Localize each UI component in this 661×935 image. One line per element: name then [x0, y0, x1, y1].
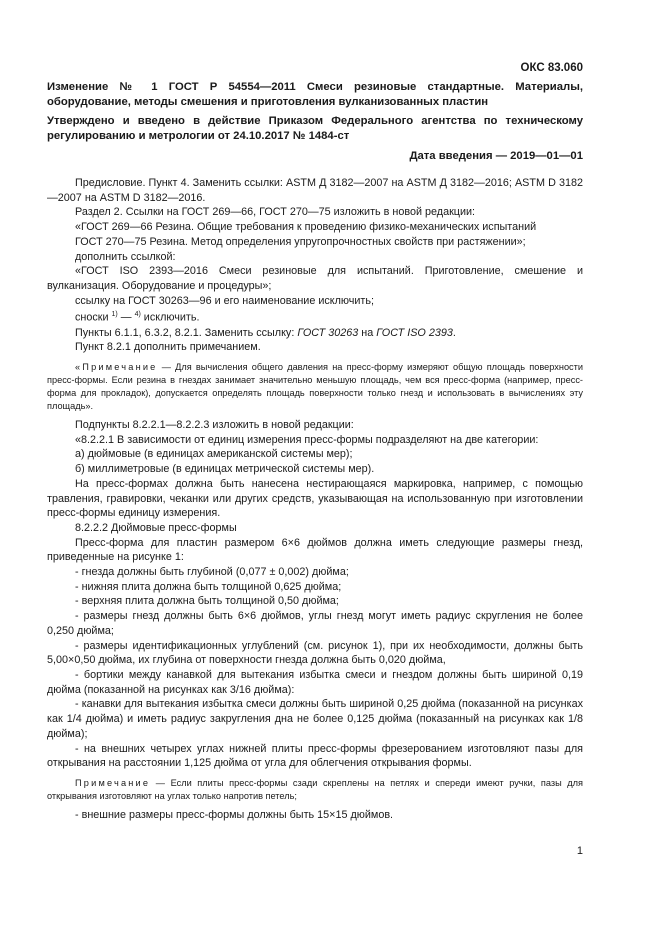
paragraph: ГОСТ 270—75 Резина. Метод определения упругопрочностных свойств при растяжении»; [75, 235, 526, 248]
note-text: — Если плиты пресс-формы сзади скреплены на петлях и спереди имеют ручки, пазы для открывания изготовляют на углах только напротив петель; [47, 777, 583, 801]
text-run: . [452, 326, 456, 339]
paragraph: «ГОСТ 269—66 Резина. Общие требования к проведению физико-механических испытаний [75, 221, 537, 234]
paragraph: «ГОСТ ISO 2393—2016 Смеси резиновые для испытаний. Приготовление, смешение и вулканизация. Оборудование и процедуры»; [47, 265, 583, 292]
note-text: — Для вычисления общего давления на пресс-форму измеряют общую площадь поверхности пресс-формы. Если резина в гнездах занимает значительно меньшую площадь, чем вся пресс-форма (например, пресс-форма для прокладок), допускается определять площадь поверхности только гнезд и использовать в вычислениях эту площадь». [47, 362, 583, 412]
approval-statement: Утверждено и введено в действие Приказом Федерального агентства по техническому регулированию и метрологии от 24.10.2017 № 1484-ст [47, 115, 583, 142]
paragraph: ссылку на ГОСТ 30263—96 и его наименование исключить; [75, 294, 374, 307]
okc-code: ОКС 83.060 [520, 62, 583, 74]
paragraph: На пресс-формах должна быть нанесена нестирающаяся маркировка, например, с помощью травления, гравировки, чеканки или других средств, указывающая на использованную при изготовлении пресс-формы единицу измерения. [47, 477, 583, 520]
text-run: сноски [75, 311, 112, 324]
list-item: - гнезда должны быть глубиной (0,077 ± 0,002) дюйма; [75, 566, 349, 579]
page-number: 1 [576, 845, 583, 857]
text-run: исключить. [140, 311, 200, 324]
document-body [47, 176, 583, 823]
list-item: - канавки для вытекания избытка смеси должны быть шириной 0,25 дюйма (показанной на рисунках как 1/4 дюйма) и иметь радиус закругления дна не более 0,125 дюйма (показанный на рисунках как 1/8 дюйма); [47, 698, 583, 740]
list-item: - внешние размеры пресс-формы должны быть 15×15 дюймов. [75, 808, 394, 821]
paragraph: Пресс-форма для пластин размером 6×6 дюймов должна иметь следующие размеры гнезд, приведенные на рисунке 1: [47, 536, 583, 564]
paragraph: а) дюймовые (в единицах американской системы мер); [75, 448, 353, 461]
footnote-mark: 4) [134, 311, 141, 319]
paragraph: Предисловие. Пункт 4. Заменить ссылки: ASTM Д 3182—2007 на ASTM Д 3182—2016; ASTM D 3182—2007 на ASTM D 3182—2016. [47, 177, 583, 204]
note-label: Примечание [75, 777, 151, 788]
paragraph: «8.2.2.1 В зависимости от единиц измерения пресс-формы подразделяют на две категории: [75, 433, 539, 446]
effective-date: Дата введения — 2019—01—01 [409, 150, 583, 162]
text-run: Пункты 6.1.1, 6.3.2, 8.2.1. Заменить ссылку: [75, 326, 298, 339]
paragraph [47, 326, 583, 341]
list-item: - верхняя плита должна быть толщиной 0,50 дюйма; [75, 595, 339, 608]
list-item: - бортики между канавкой для вытекания избытка смеси и гнездом должны быть шириной 0,19 дюйма (показанной на рисунках как 3/16 дюйма): [47, 668, 583, 696]
paragraph: б) миллиметровые (в единицах метрической системы мер). [75, 463, 375, 476]
paragraph: дополнить ссылкой: [75, 250, 176, 263]
paragraph: 8.2.2.2 Дюймовые пресс-формы [75, 521, 237, 534]
text-run: на [358, 326, 377, 339]
footnote-mark: 1) [111, 311, 118, 319]
text-run: — [117, 311, 135, 324]
amendment-title: Изменение № 1 ГОСТ Р 54554—2011 Смеси резиновые стандартные. Материалы, оборудование, методы смешения и приготовления вулканизованных пластин [47, 81, 583, 108]
paragraph: Подпункты 8.2.2.1—8.2.2.3 изложить в новой редакции: [75, 419, 354, 432]
paragraph: Пункт 8.2.1 дополнить примечанием. [75, 341, 261, 354]
italic-ref: ГОСТ ISO 2393 [376, 326, 453, 339]
italic-ref: ГОСТ 30263 [297, 326, 359, 339]
list-item: - размеры гнезд должны быть 6×6 дюймов, углы гнезд могут иметь радиус скругления не более 0,250 дюйма; [47, 610, 583, 637]
list-item: - на внешних четырех углах нижней плиты пресс-формы фрезерованием изготовляют пазы для открывания на расстоянии 1,125 дюйма от угла для облегчения открывания формы. [47, 742, 583, 770]
paragraph: Раздел 2. Ссылки на ГОСТ 269—66, ГОСТ 270—75 изложить в новой редакции: [75, 206, 476, 219]
paragraph [47, 308, 583, 325]
list-item: - размеры идентификационных углублений (см. рисунок 1), при их необходимости, должны быть 5,00×0,50 дюйма, их глубина от поверхности гнезда должна быть 0,020 дюйма, [47, 639, 583, 667]
note [47, 777, 583, 803]
note [47, 361, 583, 413]
note-label: «Примечание [75, 362, 158, 373]
list-item: - нижняя плита должна быть толщиной 0,625 дюйма; [75, 580, 342, 593]
